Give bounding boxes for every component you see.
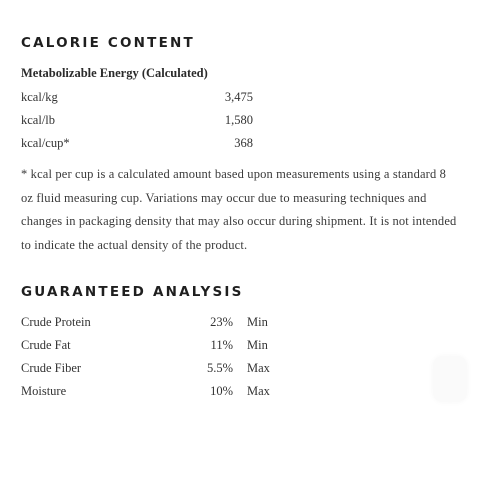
- nutrient-label: Moisture: [21, 384, 67, 398]
- nutrient-qualifier: Min: [247, 338, 268, 352]
- energy-value: 3,475: [224, 90, 253, 104]
- energy-value: 1,580: [224, 113, 253, 127]
- nutrient-percent: 5.5%: [206, 361, 233, 375]
- energy-unit-label: kcal/cup*: [21, 136, 70, 150]
- nutrient-percent: 10%: [210, 384, 233, 398]
- nutrient-label: Crude Protein: [21, 315, 91, 329]
- nutrient-qualifier: Min: [247, 315, 268, 329]
- nutrient-label: Crude Fat: [21, 338, 71, 352]
- energy-value: 368: [234, 136, 253, 150]
- nutrient-qualifier: Max: [247, 361, 270, 375]
- calorie-content-heading: CALORIE CONTENT: [21, 35, 195, 51]
- floating-action-button[interactable]: [433, 356, 467, 402]
- nutrient-label: Crude Fiber: [21, 361, 82, 375]
- nutrient-percent: 23%: [210, 315, 233, 329]
- nutrient-percent: 11%: [210, 338, 233, 352]
- kcal-per-cup-footnote: * kcal per cup is a calculated amount based upon measurements using a standard 8 oz fluid measuring cup. Variations may occur due to measuring techniques and changes in packaging density that may also occur during shipment. It is not intended to indicate the actual density of the product.: [21, 167, 457, 252]
- energy-unit-label: kcal/lb: [21, 113, 56, 127]
- metabolizable-energy-subheading: Metabolizable Energy (Calculated): [21, 66, 208, 80]
- energy-unit-label: kcal/kg: [21, 90, 58, 104]
- guaranteed-analysis-heading: GUARANTEED ANALYSIS: [21, 284, 244, 300]
- nutrient-qualifier: Max: [247, 384, 270, 398]
